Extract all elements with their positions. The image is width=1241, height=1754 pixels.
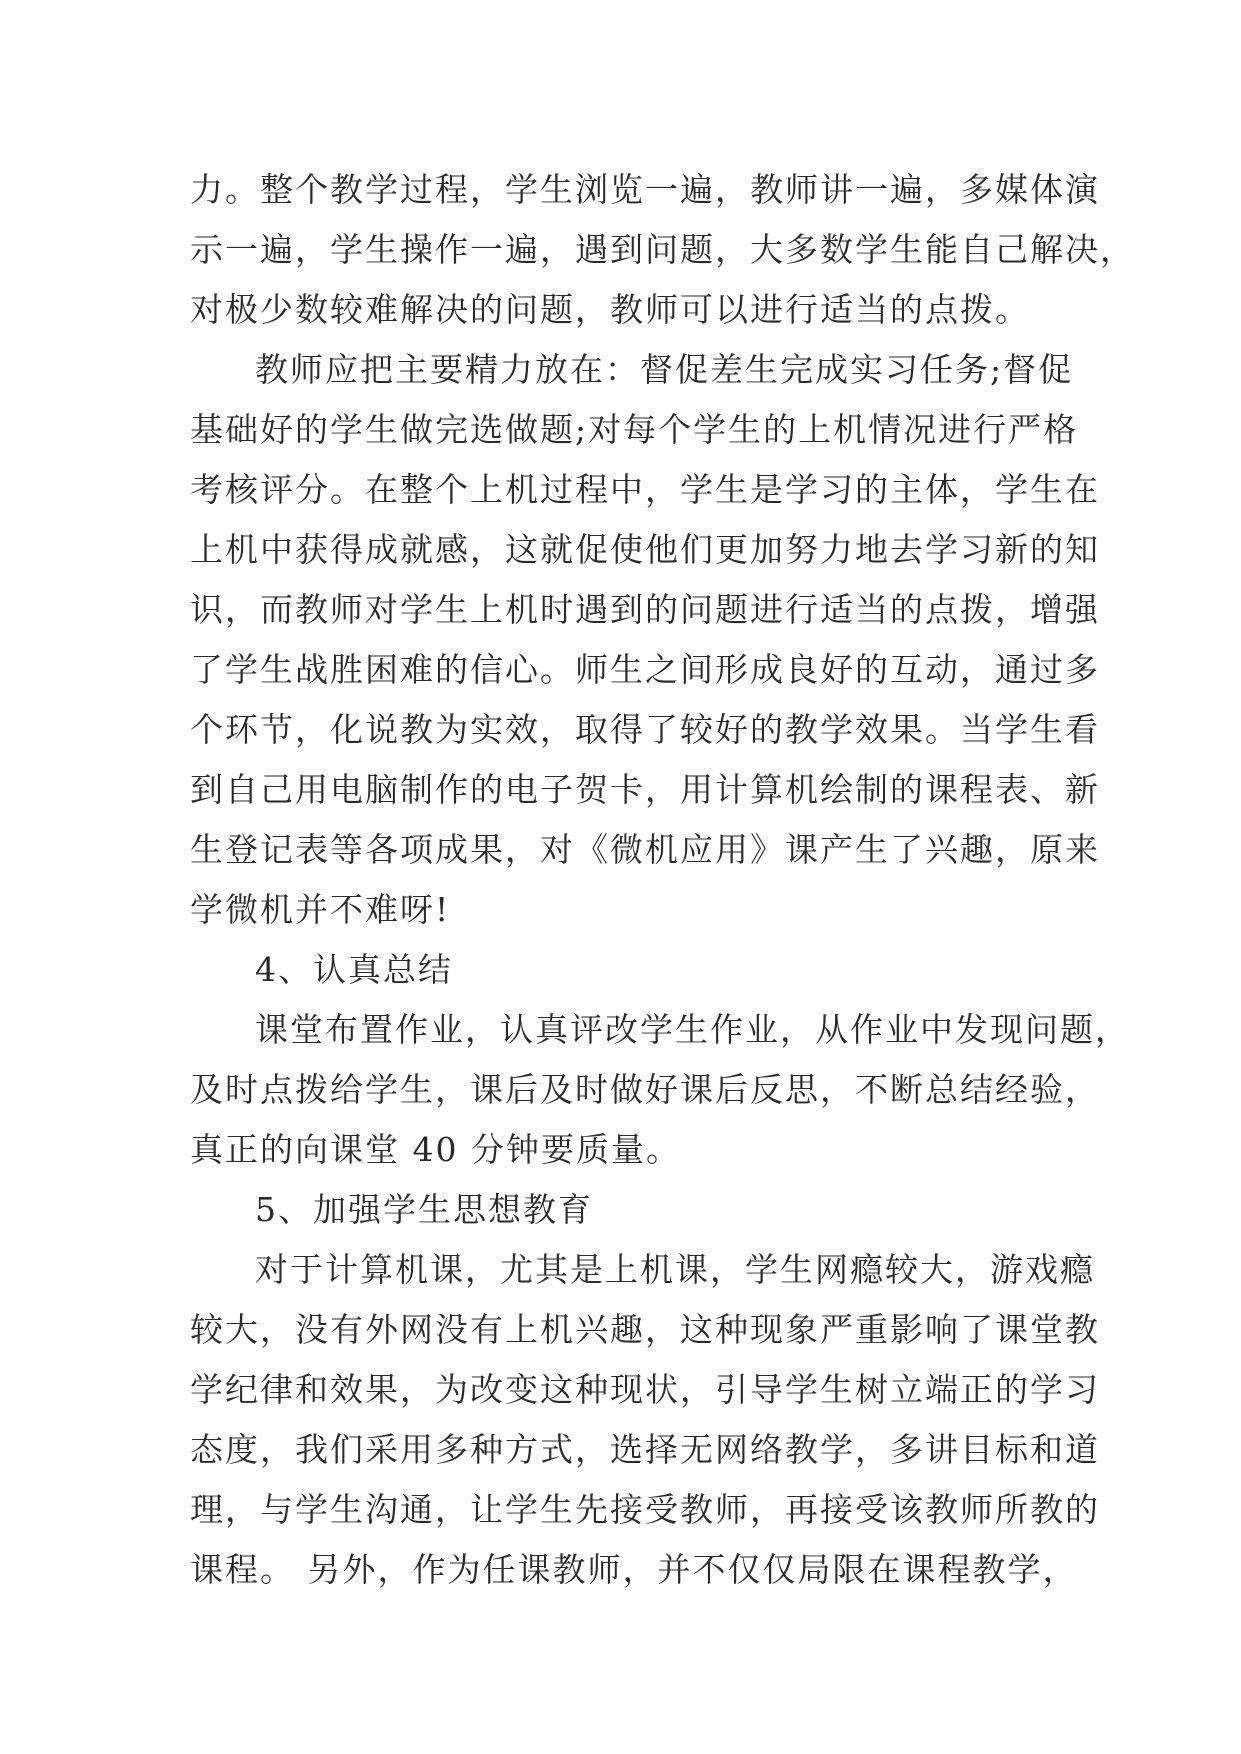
text-line: 课程。 另外，作为任课教师，并不仅仅局限在课程教学， (190, 1550, 1078, 1589)
text-line: 生登记表等各项成果，对《微机应用》课产生了兴趣，原来 (190, 830, 1100, 869)
text-line: 个环节，化说教为实效，取得了较好的教学效果。当学生看 (190, 710, 1100, 749)
text-line: 理，与学生沟通，让学生先接受教师，再接受该教师所教的 (190, 1490, 1100, 1529)
text-line: 真正的向课堂 40 分钟要质量。 (190, 1130, 681, 1169)
paragraph-start-line: 4、认真总结 (255, 950, 453, 989)
text-line: 学微机并不难呀! (190, 890, 451, 929)
text-line: 考核评分。在整个上机过程中，学生是学习的主体，学生在 (190, 470, 1100, 509)
paragraph-start-line: 5、加强学生思想教育 (255, 1190, 593, 1229)
text-line: 上机中获得成就感，这就促使他们更加努力地去学习新的知 (190, 530, 1100, 569)
text-line: 了学生战胜困难的信心。师生之间形成良好的互动，通过多 (190, 650, 1100, 689)
text-line: 力。整个教学过程，学生浏览一遍，教师讲一遍，多媒体演 (190, 170, 1100, 209)
paragraph-start-line: 课堂布置作业，认真评改学生作业，从作业中发现问题， (255, 1010, 1130, 1049)
document-body (190, 160, 1135, 1600)
text-line: 及时点拨给学生，课后及时做好课后反思，不断总结经验， (190, 1070, 1100, 1109)
paragraph-start-line: 对于计算机课，尤其是上机课，学生网瘾较大，游戏瘾 (255, 1250, 1095, 1289)
text-line: 到自己用电脑制作的电子贺卡，用计算机绘制的课程表、新 (190, 770, 1100, 809)
text-line: 基础好的学生做完选做题;对每个学生的上机情况进行严格 (190, 410, 1079, 449)
text-line: 示一遍，学生操作一遍，遇到问题，大多数学生能自己解决， (190, 230, 1135, 269)
text-line: 态度，我们采用多种方式，选择无网络教学，多讲目标和道 (190, 1430, 1100, 1469)
text-line: 较大，没有外网没有上机兴趣，这种现象严重影响了课堂教 (190, 1310, 1100, 1349)
text-line: 对极少数较难解决的问题，教师可以进行适当的点拨。 (190, 290, 1030, 329)
text-line: 学纪律和效果，为改变这种现状，引导学生树立端正的学习 (190, 1370, 1100, 1409)
paragraph-start-line: 教师应把主要精力放在：督促差生完成实习任务;督促 (255, 350, 1074, 389)
text-line: 识，而教师对学生上机时遇到的问题进行适当的点拨，增强 (190, 590, 1100, 629)
